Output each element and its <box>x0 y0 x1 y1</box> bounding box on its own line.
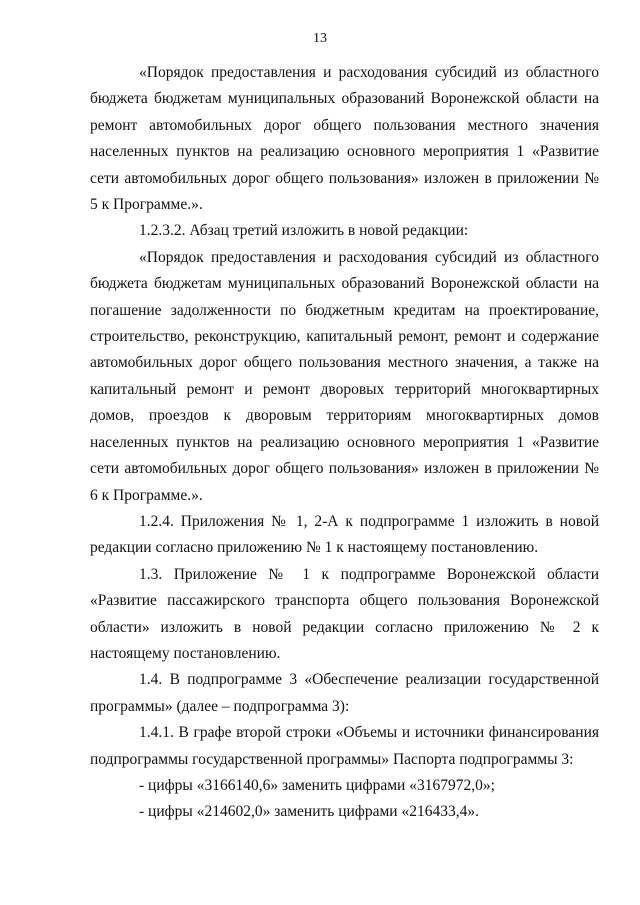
paragraph-order-debt-repayment: «Порядок предоставления и расходования субсидий из областного бюджета бюджетам муниципальных образований Воронежской области на погашение задолженности по бюджетным кредитам на проектирование, строительство, реконструкцию, капитальный ремонт, ремонт и содержание автомобильных дорог общего пользования местного значения, а также на капитальный ремонт и ремонт дворовых территорий многоквартирных домов, проездов к дворовым территориям многоквартирных домов населенных пунктов на реализацию основного мероприятия 1 «Развитие сети автомобильных дорог общего пользования» изложен в приложении № 6 к Программе.». <box>90 248 599 504</box>
paragraph-1-3: 1.3. Приложение № 1 к подпрограмме Воронежской области «Развитие пассажирского транспорта общего пользования Воронежской области» изложить в новой редакции согласно приложению № 2 к настоящему постановлению. <box>90 565 599 662</box>
page-number: 13 <box>313 31 327 46</box>
list-item-figure-replacement-2: - цифры «214602,0» заменить цифрами «216433,4». <box>139 803 479 821</box>
paragraph-1-2-3-2: 1.2.3.2. Абзац третий изложить в новой редакции: <box>139 222 469 240</box>
paragraph-1-4: 1.4. В подпрограмме 3 «Обеспечение реализации государственной программы» (далее – подпрограмма 3): <box>90 671 599 715</box>
paragraph-1-4-1: 1.4.1. В графе второй строки «Объемы и источники финансирования подпрограммы государственной программы» Паспорта подпрограммы 3: <box>90 724 599 768</box>
paragraph-1-2-4: 1.2.4. Приложения № 1, 2-А к подпрограмме 1 изложить в новой редакции согласно приложению № 1 к настоящему постановлению. <box>90 512 599 557</box>
list-item-figure-replacement-1: - цифры «3166140,6» заменить цифрами «3167972,0»; <box>139 776 495 794</box>
document-body <box>90 60 599 826</box>
paragraph-order-repair-roads: «Порядок предоставления и расходования субсидий из областного бюджета бюджетам муниципальных образований Воронежской области на ремонт автомобильных дорог общего пользования местного значения населенных пунктов на реализацию основного мероприятия 1 «Развитие сети автомобильных дорог общего пользования» изложен в приложении № 5 к Программе.». <box>90 64 599 214</box>
